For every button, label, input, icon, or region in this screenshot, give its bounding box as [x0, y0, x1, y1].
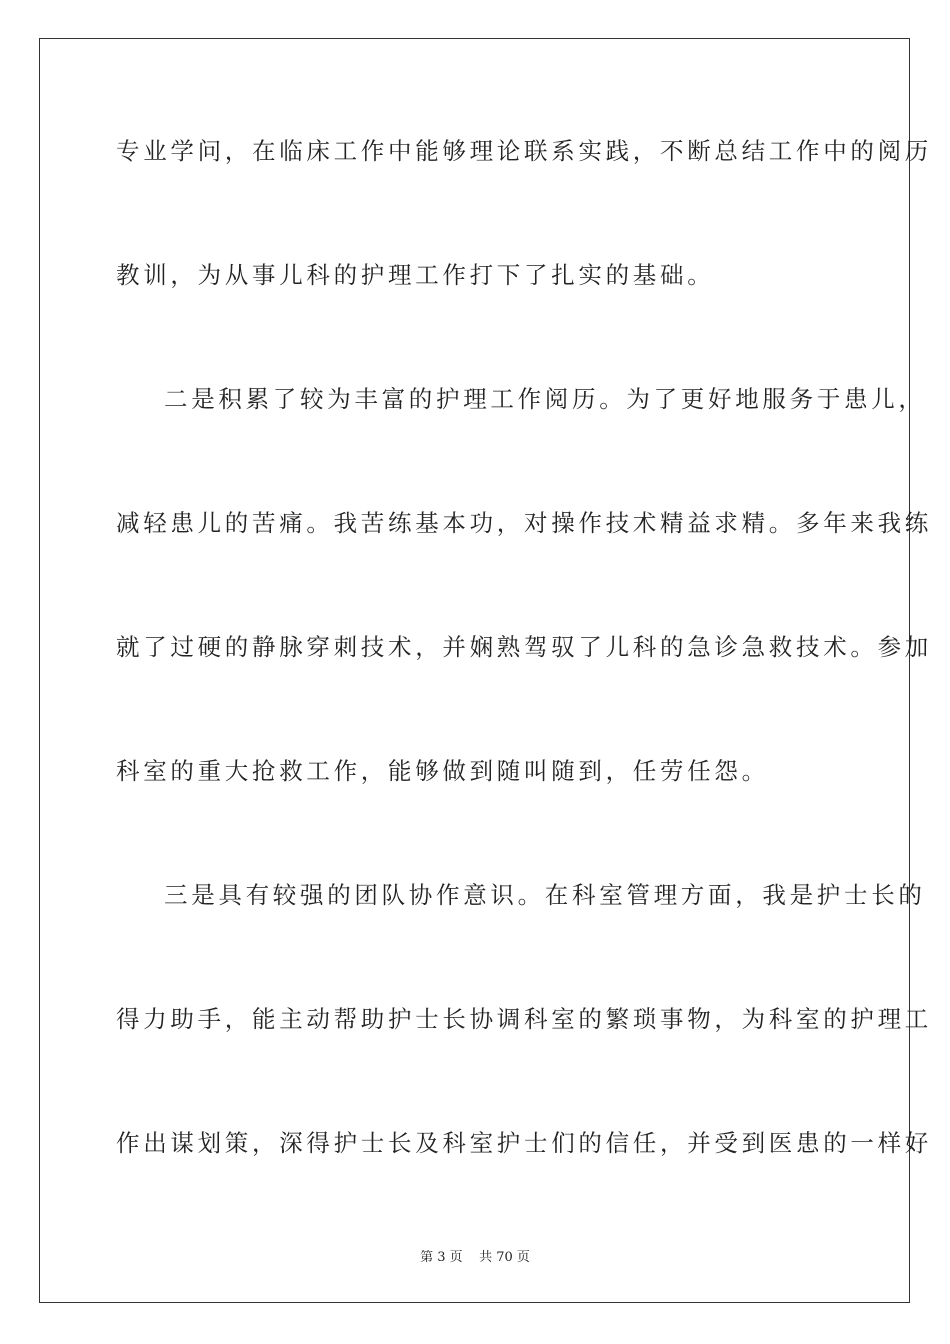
- text-line: 就了过硬的静脉穿刺技术，并娴熟驾驭了儿科的急诊急救技术。参加: [116, 633, 932, 661]
- text-line: 作出谋划策，深得护士长及科室护士们的信任，并受到医患的一样好: [116, 1129, 932, 1157]
- paragraph-start-line: 三是具有较强的团队协作意识。在科室管理方面，我是护士长的: [164, 881, 926, 909]
- text-line: 得力助手，能主动帮助护士长协调科室的繁琐事物，为科室的护理工: [116, 1005, 932, 1033]
- text-line: 减轻患儿的苦痛。我苦练基本功，对操作技术精益求精。多年来我练: [116, 509, 932, 537]
- paragraph-start-line: 二是积累了较为丰富的护理工作阅历。为了更好地服务于患儿，: [164, 385, 926, 413]
- page-border: [39, 38, 910, 1303]
- text-line: 科室的重大抢救工作，能够做到随叫随到，任劳任怨。: [116, 757, 769, 785]
- text-line: 教训，为从事儿科的护理工作打下了扎实的基础。: [116, 261, 715, 289]
- page-number-footer: 第 3 页 共 70 页: [420, 1250, 530, 1265]
- text-line: 专业学问，在临床工作中能够理论联系实践，不断总结工作中的阅历: [116, 137, 932, 165]
